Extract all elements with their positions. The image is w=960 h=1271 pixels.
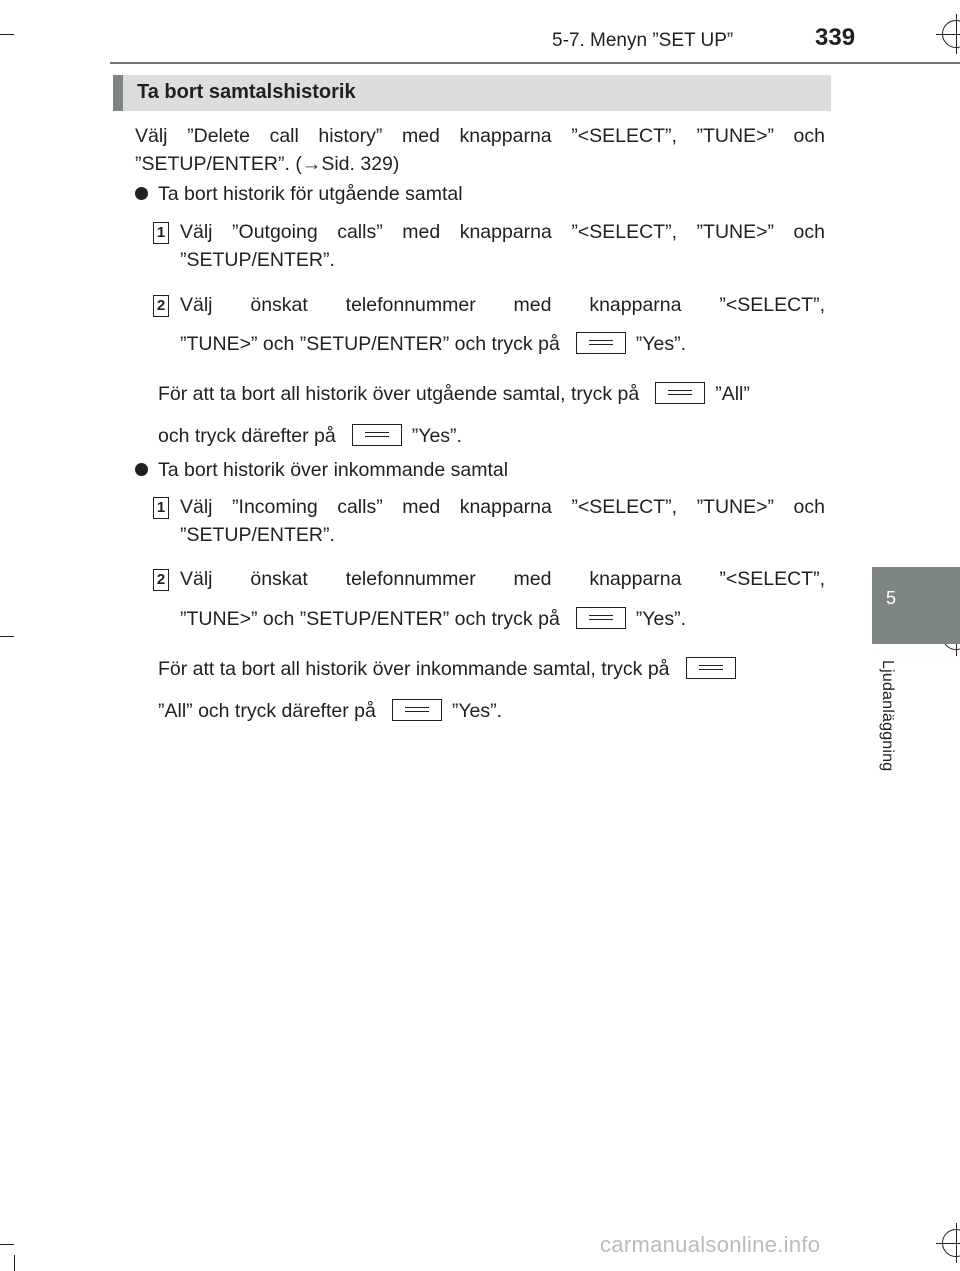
incoming-step1-line2: ”SETUP/ENTER”. [180,524,335,546]
button-icon [576,607,626,629]
bullet-icon [135,187,148,200]
bullet-outgoing-text: Ta bort historik för utgående samtal [158,183,463,205]
outgoing-step2-line1: Välj önskat telefonnummer med knapparna ”<SELECT”, [180,294,825,316]
step-number: 2 [153,295,169,317]
outgoing-note-line2 [158,422,462,450]
button-icon [655,382,705,404]
watermark: carmanualsonline.info [600,1232,821,1257]
bullet-icon [135,463,148,476]
outgoing-note-line2-end: ”Yes”. [411,425,462,447]
incoming-step1-line1: Välj ”Incoming calls” med knapparna ”<SELECT”, ”TUNE>” och [180,496,825,518]
registration-mark-icon [942,1229,960,1257]
intro-line-2 [135,150,399,178]
step-number: 1 [153,497,169,519]
button-icon [576,332,626,354]
outgoing-step1-line1: Välj ”Outgoing calls” med knapparna ”<SELECT”, ”TUNE>” och [180,221,825,243]
arrow-icon: → [301,153,322,175]
outgoing-step2-line2-text: ”TUNE>” och ”SETUP/ENTER” och tryck på [180,333,560,355]
outgoing-note-line2-text: och tryck därefter på [158,425,336,447]
outgoing-note-text: För att ta bort all historik över utgående samtal, tryck på [158,383,640,405]
bullet-incoming [135,456,508,484]
outgoing-note-line1 [158,380,750,408]
incoming-note-line2 [158,697,502,725]
crop-mark [0,1244,14,1245]
button-icon [686,657,736,679]
intro-line-1: Välj ”Delete call history” med knapparna ”<SELECT”, ”TUNE>” och [135,125,825,147]
outgoing-step1-line2: ”SETUP/ENTER”. [180,249,335,271]
incoming-note-text: För att ta bort all historik över inkommande samtal, tryck på [158,658,670,680]
incoming-step2-line2-text: ”TUNE>” och ”SETUP/ENTER” och tryck på [180,608,560,630]
section-title: Ta bort samtalshistorik [137,81,356,103]
header-section-title: 5-7. Menyn ”SET UP” [552,30,734,51]
button-icon [392,699,442,721]
incoming-note-line2-text: ”All” och tryck därefter på [158,700,376,722]
incoming-step2-line1: Välj önskat telefonnummer med knapparna ”<SELECT”, [180,568,825,590]
outgoing-note-end: ”All” [715,383,750,405]
header-divider [110,62,960,64]
page-number: 339 [815,24,856,51]
intro-line-2-prefix: ”SETUP/ENTER”. ( [135,153,302,175]
incoming-note-line2-end: ”Yes”. [451,700,503,722]
button-icon [352,424,402,446]
step-number: 1 [153,222,169,244]
bullet-outgoing [135,180,463,208]
outgoing-step2-line2 [180,330,686,358]
bullet-incoming-text: Ta bort historik över inkommande samtal [158,459,509,481]
incoming-note-line1 [158,655,746,683]
incoming-step2-line2-end: ”Yes”. [635,608,687,630]
crop-mark [14,1255,15,1271]
section-title-bar [113,75,831,111]
intro-page-ref: Sid. 329) [321,153,400,175]
incoming-step2-line2 [180,605,686,633]
crop-mark [0,34,14,35]
chapter-number: 5 [885,588,896,608]
chapter-label: Ljudanläggning [879,660,896,772]
step-number: 2 [153,569,169,591]
crop-mark [0,636,14,637]
registration-mark-icon [942,20,960,48]
outgoing-step2-line2-end: ”Yes”. [635,333,687,355]
